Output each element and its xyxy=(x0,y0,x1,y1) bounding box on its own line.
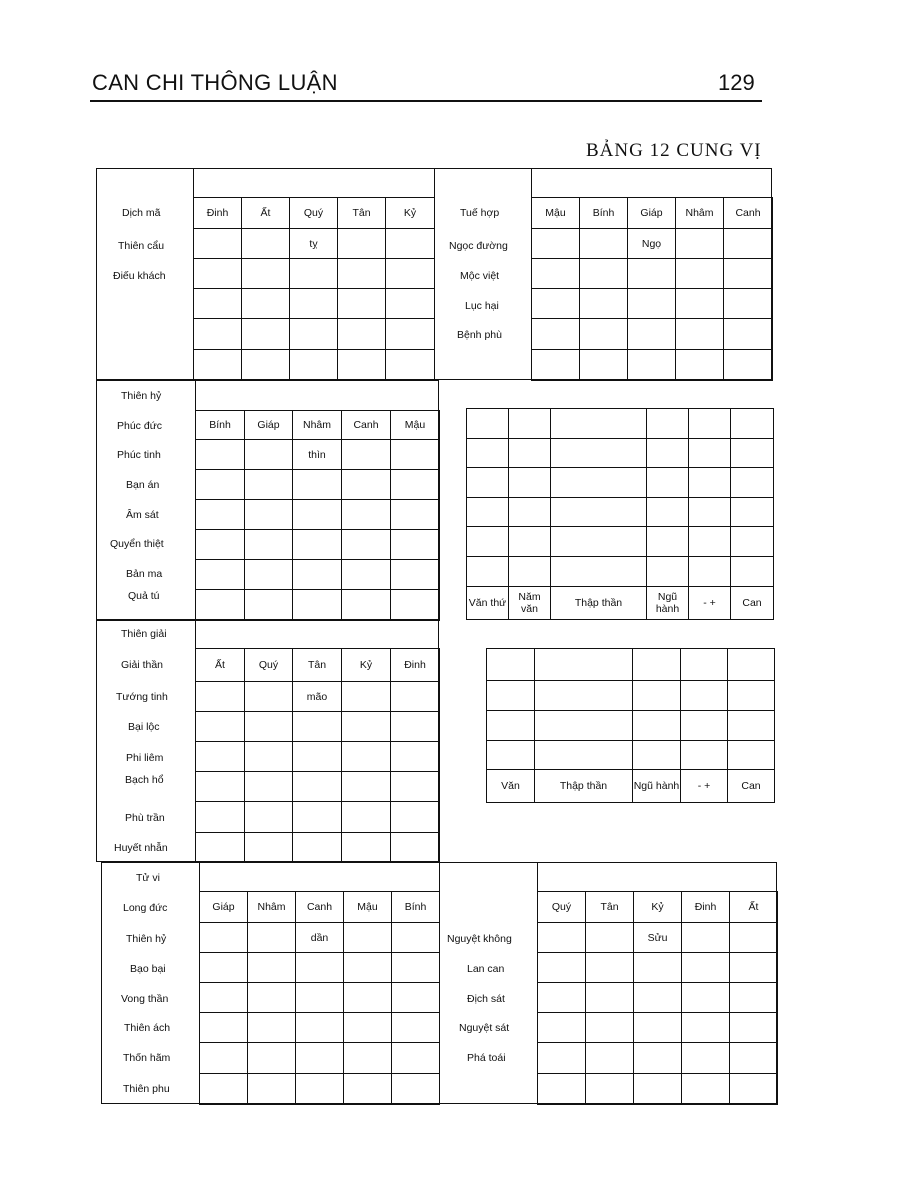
grid-cell xyxy=(200,923,248,953)
grid-cell: Canh xyxy=(724,198,773,229)
grid-cell xyxy=(391,682,440,712)
grid-cell xyxy=(342,682,391,712)
sec4-label-pha-toai: Phá toái xyxy=(467,1052,506,1064)
sec1-label-dieu-khach: Điếu khách xyxy=(113,270,166,282)
sec4-label-thon-ham: Thốn hãm xyxy=(123,1052,171,1064)
grid-cell xyxy=(532,229,580,259)
grid-cell xyxy=(730,923,778,953)
grid-cell xyxy=(248,923,296,953)
grid-cell: Canh xyxy=(296,892,344,923)
sec3-label-huyet-nhan: Huyết nhẫn xyxy=(114,842,168,854)
sec1-right-grid xyxy=(531,197,773,381)
grid-cell: Đinh xyxy=(194,198,242,229)
sec1-label-benh-phu: Bệnh phù xyxy=(457,329,502,341)
grid-cell xyxy=(724,229,773,259)
sec4-label-thien-phu: Thiên phu xyxy=(123,1083,170,1095)
grid-cell: thìn xyxy=(293,440,342,470)
grid-cell xyxy=(245,682,293,712)
grid-cell: Nhâm xyxy=(248,892,296,923)
grid-cell: Canh xyxy=(342,411,391,440)
sec3-label-bach-ho: Bạch hổ xyxy=(125,774,164,786)
sec4-label-long-duc: Long đức xyxy=(123,902,168,914)
sec2-side-grid xyxy=(466,408,774,620)
sec4-label-thien-hy: Thiên hỷ xyxy=(126,933,167,945)
sec3-label-tuong-tinh: Tướng tinh xyxy=(116,691,168,703)
grid-cell: Ất xyxy=(196,649,245,682)
grid-cell: Quý xyxy=(245,649,293,682)
side-footer-cell: Can xyxy=(728,770,775,803)
sec1-label-moc-viet: Mộc việt xyxy=(460,270,500,282)
sec2-label-qua-tu: Quả tú xyxy=(128,590,160,602)
grid-cell: Kỷ xyxy=(386,198,435,229)
side-footer-cell: Can xyxy=(731,587,774,620)
header-rule xyxy=(90,100,762,102)
side-footer-cell: Văn thứ xyxy=(467,587,509,620)
sec1-left-grid xyxy=(193,197,435,381)
grid-cell: Tân xyxy=(338,198,386,229)
sec4-label-thien-ach: Thiên ách xyxy=(124,1022,171,1034)
side-footer-cell: Ngũ hành xyxy=(633,770,681,803)
sec4-label-nguyet-sat: Nguyệt sát xyxy=(459,1022,510,1034)
sec4-left-grid xyxy=(199,891,440,1105)
side-footer-cell: Ngũ hành xyxy=(647,587,689,620)
sec1-label-tue-hop: Tuế hợp xyxy=(460,207,500,219)
grid-cell: Giáp xyxy=(200,892,248,923)
grid-cell: Sửu xyxy=(634,923,682,953)
grid-cell: Giáp xyxy=(245,411,293,440)
side-footer-cell: Thập thần xyxy=(551,587,647,620)
grid-cell: Tân xyxy=(586,892,634,923)
sec2-label-am-sat: Âm sát xyxy=(126,509,159,521)
sec4-label-lan-can: Lan can xyxy=(467,963,505,975)
grid-cell: Ất xyxy=(730,892,778,923)
sec1-label-luc-hai: Lục hại xyxy=(465,300,499,312)
side-footer-cell: Năm văn xyxy=(509,587,551,620)
sec2-label-ban-an: Bạn án xyxy=(126,479,160,491)
sec1-label-ngoc-duong: Ngọc đường xyxy=(449,240,508,252)
grid-cell xyxy=(586,923,634,953)
grid-cell: Mậu xyxy=(391,411,440,440)
page-number: 129 xyxy=(718,70,755,95)
grid-cell: Ất xyxy=(242,198,290,229)
grid-cell xyxy=(580,229,628,259)
grid-cell xyxy=(386,229,435,259)
sec3-label-thien-giai: Thiên giải xyxy=(121,628,167,640)
grid-cell xyxy=(342,440,391,470)
grid-cell xyxy=(344,923,392,953)
grid-cell xyxy=(682,923,730,953)
table-title: BẢNG 12 CUNG VỊ xyxy=(586,140,762,161)
sec1-label-thien-cau: Thiên cẩu xyxy=(118,240,165,252)
grid-cell: Quý xyxy=(538,892,586,923)
grid-cell xyxy=(196,682,245,712)
grid-cell: tỵ xyxy=(290,229,338,259)
grid-cell xyxy=(194,229,242,259)
grid-cell: Nhâm xyxy=(293,411,342,440)
grid-cell: Nhâm xyxy=(676,198,724,229)
book-title: CAN CHI THÔNG LUẬN xyxy=(92,70,338,95)
grid-cell xyxy=(391,440,440,470)
grid-cell: Đinh xyxy=(682,892,730,923)
side-footer-cell: - + xyxy=(681,770,728,803)
sec2-label-quyen-thiet: Quyển thiệt xyxy=(110,538,164,550)
sec3-side-grid xyxy=(486,648,775,803)
grid-cell xyxy=(676,229,724,259)
grid-cell: Tân xyxy=(293,649,342,682)
grid-cell xyxy=(338,229,386,259)
side-footer-cell: Thập thần xyxy=(535,770,633,803)
sec2-label-ban-ma: Bản ma xyxy=(126,568,163,580)
grid-cell xyxy=(392,923,440,953)
sec1-label-dich-ma: Dịch mã xyxy=(122,207,161,219)
sec2-label-phuc-tinh: Phúc tinh xyxy=(117,449,161,461)
grid-cell: Bính xyxy=(196,411,245,440)
grid-cell: Quý xyxy=(290,198,338,229)
grid-cell: Đinh xyxy=(391,649,440,682)
sec4-label-vong-than: Vong thần xyxy=(121,993,169,1005)
sec3-grid xyxy=(195,648,440,863)
grid-cell: Bính xyxy=(392,892,440,923)
sec2-label-thien-hy: Thiên hỷ xyxy=(121,390,162,402)
sec4-label-tu-vi: Tử vi xyxy=(136,872,160,884)
sec3-label-phi-liem: Phi liêm xyxy=(126,752,164,764)
grid-cell: mão xyxy=(293,682,342,712)
grid-cell xyxy=(196,440,245,470)
grid-cell xyxy=(242,229,290,259)
grid-cell: Kỷ xyxy=(634,892,682,923)
grid-cell: Mậu xyxy=(532,198,580,229)
grid-cell: Kỷ xyxy=(342,649,391,682)
side-footer-cell: Văn xyxy=(487,770,535,803)
sec4-label-bao-bai: Bạo bại xyxy=(130,963,166,975)
sec4-right-grid xyxy=(537,891,778,1105)
grid-cell: Mậu xyxy=(344,892,392,923)
grid-cell: Bính xyxy=(580,198,628,229)
grid-cell: Giáp xyxy=(628,198,676,229)
grid-cell xyxy=(245,440,293,470)
sec4-label-dich-sat: Địch sát xyxy=(467,993,505,1005)
sec2-grid xyxy=(195,410,440,621)
sec4-label-nguyet-khong: Nguyệt không xyxy=(447,933,512,945)
sec3-label-giai-than: Giải thần xyxy=(121,659,164,671)
sec3-label-bai-loc: Bại lộc xyxy=(128,721,160,733)
sec3-label-phu-tran: Phù trần xyxy=(125,812,165,824)
side-footer-cell: - + xyxy=(689,587,731,620)
sec2-label-phuc-duc: Phúc đức xyxy=(117,420,162,432)
grid-cell: Ngọ xyxy=(628,229,676,259)
grid-cell: dần xyxy=(296,923,344,953)
grid-cell xyxy=(538,923,586,953)
